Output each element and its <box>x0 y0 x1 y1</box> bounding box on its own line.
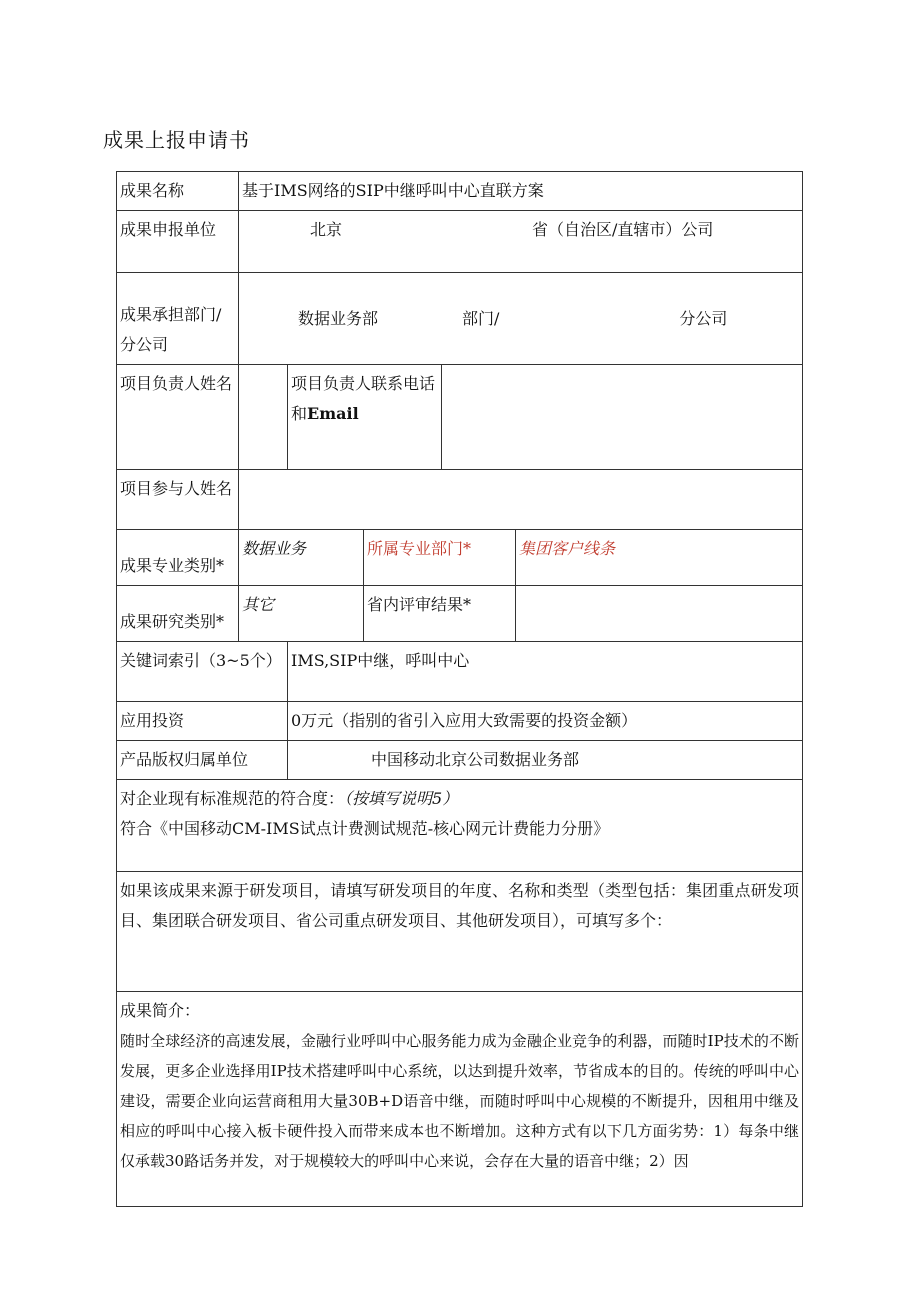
label-investment: 应用投资 <box>117 702 288 741</box>
label-keywords: 关键词索引（3~5个） <box>117 642 288 702</box>
cell-standard[interactable] <box>117 780 803 872</box>
value-copyright[interactable] <box>288 741 803 780</box>
row-category <box>117 530 803 586</box>
value-dept-type[interactable]: 集团客户线条 <box>516 530 803 586</box>
row-rd-project <box>117 872 803 992</box>
label-reporting-unit: 成果申报单位 <box>117 211 239 273</box>
label-achievement-name: 成果名称 <box>117 172 239 211</box>
value-category[interactable]: 数据业务 <box>239 530 364 586</box>
row-investment <box>117 702 803 741</box>
dept-mid: 部门/ <box>462 308 500 328</box>
value-achievement-name[interactable]: 基于IMS网络的SIP中继呼叫中心直联方案 <box>239 172 803 211</box>
copyright-text: 中国移动北京公司数据业务部 <box>371 750 580 769</box>
dept-suffix: 分公司 <box>679 308 728 328</box>
row-keywords <box>117 642 803 702</box>
unit-suffix: 省（自治区/直辖市）公司 <box>532 220 714 239</box>
row-standard <box>117 780 803 872</box>
dept-name: 数据业务部 <box>298 308 379 328</box>
unit-city: 北京 <box>310 220 343 239</box>
row-department <box>117 273 803 365</box>
value-participants[interactable] <box>239 470 803 530</box>
label-summary: 成果简介： <box>120 1001 201 1020</box>
row-participants <box>117 470 803 530</box>
row-research-type <box>117 586 803 642</box>
label-department: 成果承担部门/分公司 <box>117 273 239 365</box>
value-department[interactable] <box>239 273 803 365</box>
label-standard: 对企业现有标准规范的符合度： <box>120 789 345 808</box>
label-dept-type: 所属专业部门* <box>364 530 516 586</box>
label-category: 成果专业类别* <box>117 530 239 586</box>
cell-summary[interactable] <box>117 992 803 1207</box>
label-participants: 项目参与人姓名 <box>117 470 239 530</box>
label-review-result: 省内评审结果* <box>364 586 516 642</box>
value-standard: 符合《中国移动CM-IMS试点计费测试规范-核心网元计费能力分册》 <box>120 819 610 838</box>
value-project-leader[interactable] <box>239 365 288 470</box>
contact-label-email: Email <box>307 404 359 423</box>
value-keywords[interactable]: IMS,SIP中继，呼叫中心 <box>288 642 803 702</box>
value-reporting-unit[interactable] <box>239 211 803 273</box>
value-review-result[interactable] <box>516 586 803 642</box>
row-reporting-unit <box>117 211 803 273</box>
application-form-table <box>116 171 803 1207</box>
label-contact <box>288 365 442 470</box>
row-project-leader <box>117 365 803 470</box>
value-summary: 随时全球经济的高速发展，金融行业呼叫中心服务能力成为金融企业竞争的利器，而随时IP技术的不断发展，更多企业选择用IP技术搭建呼叫中心系统，以达到提升效率，节省成本的目的。传统的呼叫中心建设，需要企业向运营商租用大量30B+D语音中继，而随时呼叫中心规模的不断提升，因租用中继及相应的呼叫中心接入板卡硬件投入而带来成本也不断增加。这种方式有以下几方面劣势：1）每条中继仅承载30路话务并发，对于规模较大的呼叫中心来说，会存在大量的语音中继；2）因 <box>120 1032 800 1170</box>
row-summary <box>117 992 803 1207</box>
row-achievement-name <box>117 172 803 211</box>
label-copyright: 产品版权归属单位 <box>117 741 288 780</box>
document-title: 成果上报申请书 <box>103 128 250 152</box>
value-contact[interactable] <box>442 365 803 470</box>
label-research-type: 成果研究类别* <box>117 586 239 642</box>
value-research-type[interactable]: 其它 <box>239 586 364 642</box>
standard-note: （按填写说明5） <box>344 789 459 808</box>
row-copyright <box>117 741 803 780</box>
cell-rd-project[interactable]: 如果该成果来源于研发项目，请填写研发项目的年度、名称和类型（类型包括：集团重点研发项目、集团联合研发项目、省公司重点研发项目、其他研发项目），可填写多个： <box>117 872 803 992</box>
value-investment[interactable]: 0万元（指别的省引入应用大致需要的投资金额） <box>288 702 803 741</box>
contact-label-and: 和 <box>291 404 308 423</box>
contact-label-text: 项目负责人联系电话 <box>291 374 436 393</box>
label-project-leader: 项目负责人姓名 <box>117 365 239 470</box>
